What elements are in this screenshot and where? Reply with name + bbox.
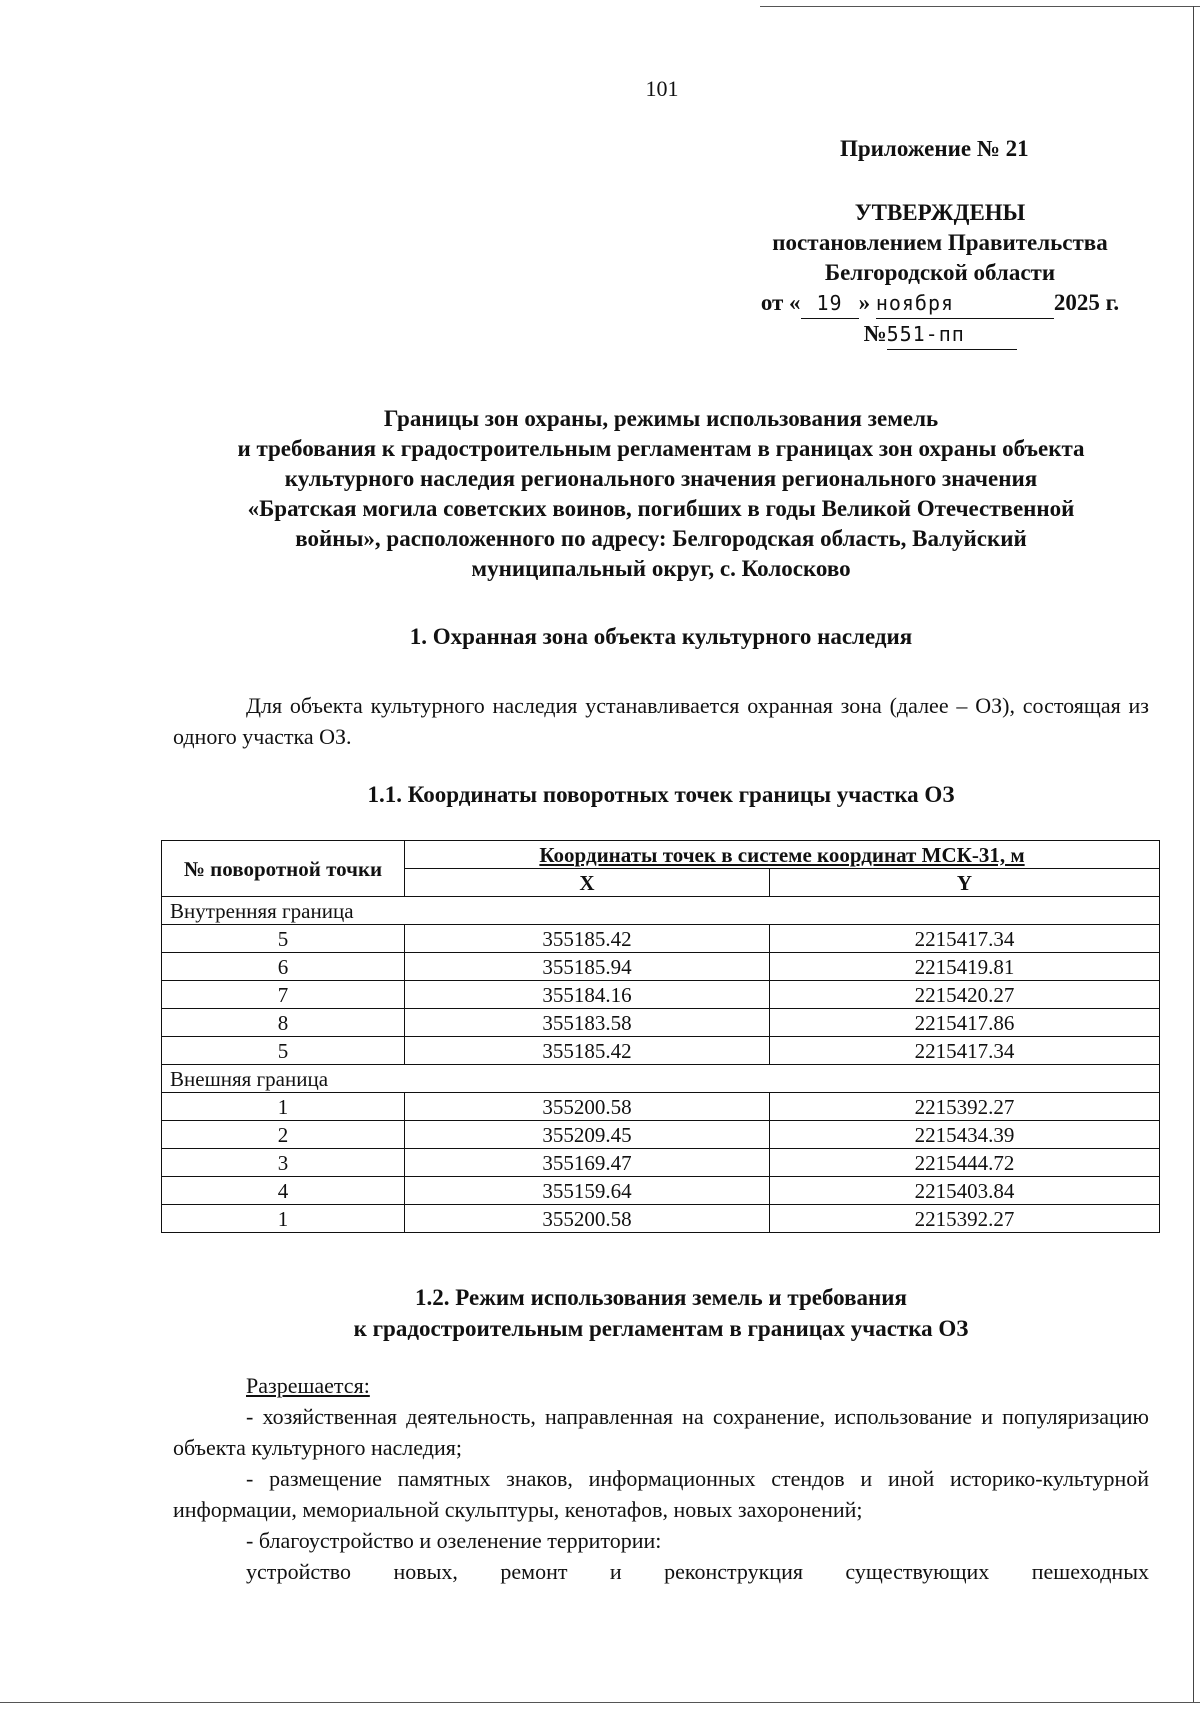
table-row — [162, 1009, 1160, 1037]
coord-x: 355169.47 — [405, 1149, 770, 1177]
col-coords-header: Координаты точек в системе координат МСК-31, м — [405, 841, 1160, 869]
annex-label: Приложение № 21 — [840, 136, 1029, 161]
section-1-intro — [173, 690, 1149, 752]
document-title — [168, 404, 1154, 584]
table-row — [162, 981, 1160, 1009]
allowed-label: Разрешается: — [246, 1373, 370, 1398]
intro-text: Для объекта культурного наследия устанавливается охранная зона (далее – ОЗ), состоящая из одного участка ОЗ. — [173, 693, 1149, 749]
table-heading: 1.1. Координаты поворотных точек границы участка ОЗ — [367, 782, 955, 807]
col-x-header: X — [405, 869, 770, 897]
scan-edge-top — [760, 6, 1200, 7]
coordinates-table — [161, 840, 1160, 1233]
coord-x: 355159.64 — [405, 1177, 770, 1205]
table-row — [162, 1205, 1160, 1233]
coord-y: 2215420.27 — [770, 981, 1160, 1009]
decree-number — [700, 319, 1180, 350]
coord-x: 355183.58 — [405, 1009, 770, 1037]
table-row — [162, 953, 1160, 981]
number-value: 551-пп — [887, 319, 1017, 350]
coord-x: 355184.16 — [405, 981, 770, 1009]
title-line: Границы зон охраны, режимы использования земель — [383, 406, 939, 431]
coord-x: 355200.58 — [405, 1093, 770, 1121]
section-1-heading: 1. Охранная зона объекта культурного наследия — [409, 624, 913, 649]
coord-y: 2215392.27 — [770, 1205, 1160, 1233]
approved-heading: УТВЕРЖДЕНЫ — [854, 200, 1026, 225]
coord-y: 2215417.34 — [770, 1037, 1160, 1065]
group-row-inner — [162, 897, 1160, 925]
table-row — [162, 1037, 1160, 1065]
point-number: 7 — [162, 981, 405, 1009]
coord-x: 355185.94 — [405, 953, 770, 981]
point-number: 1 — [162, 1093, 405, 1121]
title-line: культурного наследия регионального значения регионального значения — [284, 466, 1038, 491]
coord-x: 355185.42 — [405, 1037, 770, 1065]
scan-edge-right — [1193, 6, 1194, 1703]
point-number: 5 — [162, 925, 405, 953]
allowed-item: - благоустройство и озеленение территории: — [246, 1528, 662, 1553]
approval-block — [700, 198, 1180, 350]
point-number: 2 — [162, 1121, 405, 1149]
section-1-2-body — [173, 1370, 1149, 1587]
point-number: 1 — [162, 1205, 405, 1233]
table-row — [162, 1177, 1160, 1205]
table-row — [162, 1149, 1160, 1177]
coord-y: 2215403.84 — [770, 1177, 1160, 1205]
section-1-2-heading-line-1: 1.2. Режим использования земель и требования — [415, 1285, 907, 1310]
decree-date — [700, 288, 1180, 319]
inner-boundary-label: Внутренняя граница — [162, 897, 1160, 925]
date-mid: » — [858, 290, 871, 315]
coord-y: 2215417.86 — [770, 1009, 1160, 1037]
date-day: 19 — [801, 288, 859, 319]
title-line: и требования к градостроительным регламентам в границах зон охраны объекта — [237, 436, 1085, 461]
coord-y: 2215392.27 — [770, 1093, 1160, 1121]
date-year: 2025 г. — [1053, 290, 1120, 315]
table-row — [162, 925, 1160, 953]
coord-y: 2215419.81 — [770, 953, 1160, 981]
page-number: 101 — [645, 76, 679, 101]
point-number: 5 — [162, 1037, 405, 1065]
title-line: «Братская могила советских воинов, погибших в годы Великой Отечественной — [247, 496, 1075, 521]
continuation-text: устройство новых, ремонт и реконструкция существующих пешеходных — [246, 1559, 1149, 1584]
allowed-item: - размещение памятных знаков, информационных стендов и иной историко-культурной информации, мемориальной скульптуры, кенотафов, новых захоронений; — [173, 1466, 1149, 1522]
point-number: 8 — [162, 1009, 405, 1037]
decree-line-2: Белгородской области — [824, 260, 1056, 285]
coord-y: 2215444.72 — [770, 1149, 1160, 1177]
coord-x: 355185.42 — [405, 925, 770, 953]
allowed-item: - хозяйственная деятельность, направленная на сохранение, использование и популяризацию объекта культурного наследия; — [173, 1404, 1149, 1460]
col-y-header: Y — [770, 869, 1160, 897]
point-number: 3 — [162, 1149, 405, 1177]
date-month: ноября — [876, 288, 1054, 319]
group-row-outer — [162, 1065, 1160, 1093]
section-1-2-heading — [168, 1282, 1154, 1344]
coord-x: 355200.58 — [405, 1205, 770, 1233]
coord-y: 2215434.39 — [770, 1121, 1160, 1149]
point-number: 6 — [162, 953, 405, 981]
table-header-row — [162, 841, 1160, 869]
table-row — [162, 1121, 1160, 1149]
decree-line-1: постановлением Правительства — [772, 230, 1108, 255]
coord-x: 355209.45 — [405, 1121, 770, 1149]
date-prefix: от « — [760, 290, 801, 315]
number-prefix: № — [863, 321, 887, 346]
coord-y: 2215417.34 — [770, 925, 1160, 953]
title-line: войны», расположенного по адресу: Белгородская область, Валуйский — [295, 526, 1027, 551]
scan-edge-bottom — [0, 1702, 1200, 1703]
outer-boundary-label: Внешняя граница — [162, 1065, 1160, 1093]
title-line: муниципальный округ, с. Колосково — [471, 556, 851, 581]
col-point-header: № поворотной точки — [162, 841, 405, 897]
point-number: 4 — [162, 1177, 405, 1205]
section-1-2-heading-line-2: к градостроительным регламентам в границах участка ОЗ — [353, 1316, 969, 1341]
table-row — [162, 1093, 1160, 1121]
